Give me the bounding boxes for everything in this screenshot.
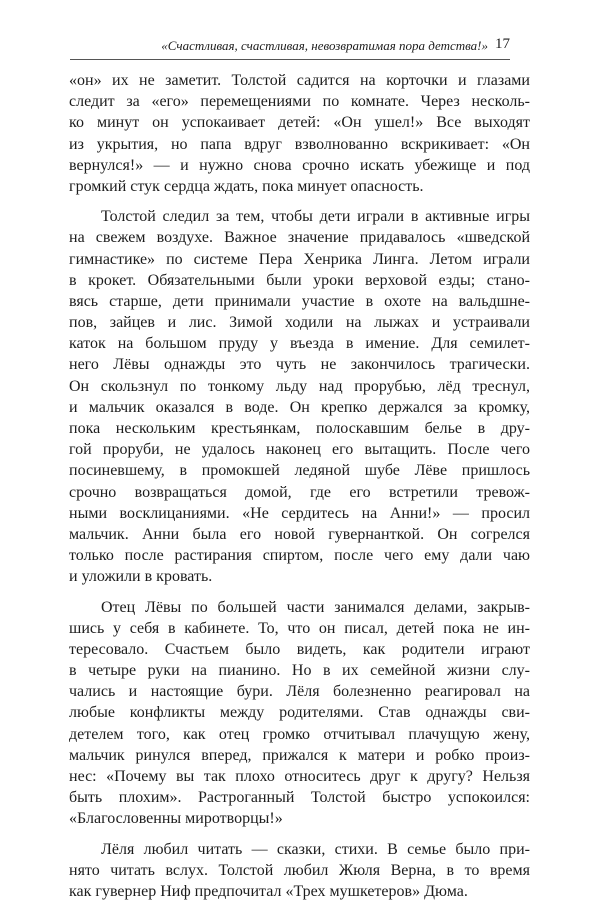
running-title: «Счастливая, счастливая, невозвратимая пора детства!»: [161, 38, 488, 53]
paragraph: [69, 597, 530, 830]
text-line: только после растирания спиртом, после чего ему дали чаю: [69, 547, 530, 565]
text-line: него Лёвы однажды это чуть не закончилось трагически.: [69, 356, 530, 374]
text-line: и мальчик оказался в воде. Он крепко держался за кромку,: [69, 398, 530, 416]
text-line: гимнастике» по системе Пера Хенрика Линга. Летом играли: [69, 250, 530, 268]
page-number: 17: [495, 36, 510, 52]
text-line: пока нескольким крестьянкам, полоскавшим белье в дру-: [69, 420, 530, 437]
text-line: вясь старше, дети принимали участие в охоте на вальдшне-: [69, 292, 530, 310]
text-line: как гувернер Ниф предпочитал «Трех мушкетеров» Дюма.: [69, 882, 468, 900]
text-line: из укрытия, но папа вдруг взволнованно вскрикивает: «Он: [69, 135, 530, 153]
text-line: нес: «Почему вы так плохо относитесь друг к другу? Нельзя: [69, 768, 530, 785]
text-line: шись у себя в кабинете. То, что он писал, детей пока не ин-: [69, 619, 530, 637]
text-line: Отец Лёвы по большей части занимался делами, закрыв-: [101, 598, 530, 616]
text-line: каток на большом пруду у въезда в имение. Для семилет-: [69, 335, 530, 353]
text-line: ными восклицаниями. «Не сердитесь на Анни!» — просил: [69, 504, 530, 522]
text-line: нято читать вслух. Толстой любил Жюля Верна, в то время: [69, 861, 530, 879]
text-line: следит за «его» перемещениями по комнате. Через несколь-: [69, 93, 530, 111]
text-line: вернулся!» — и нужно снова срочно искать убежище и под: [69, 156, 530, 174]
text-line: детелем того, как отец громко отчитывал плачущую жену,: [69, 725, 530, 743]
body-text: [69, 70, 530, 902]
text-line: мальчик ринулся вперед, прижался к матери и робко произ-: [69, 746, 530, 764]
text-line: «Благословенны миротворцы!»: [69, 810, 283, 828]
paragraph: [69, 70, 530, 197]
text-line: Он скользнул по тонкому льду над прорубью, лёд треснул,: [69, 377, 530, 395]
text-line: срочно возвращаться домой, где его встретили тревож-: [69, 483, 530, 501]
text-line: посиневшему, в промокшей ледяной шубе Лёве пришлось: [69, 462, 530, 480]
text-line: пов, зайцев и лис. Зимой ходили на лыжах и устраивали: [69, 314, 530, 332]
text-line: ко минут он успокаивает детей: «Он ушел!» Все выходят: [69, 114, 530, 132]
text-line: любые конфликты между родителями. Став однажды сви-: [69, 704, 530, 722]
text-line: быть плохим». Растроганный Толстой быстро успокоился:: [69, 789, 530, 807]
paragraph: [69, 206, 530, 587]
running-head: [70, 35, 510, 60]
text-line: «он» их не заметит. Толстой садится на корточки и глазами: [69, 72, 530, 89]
text-line: Толстой следил за тем, чтобы дети играли в активные игры: [101, 208, 530, 226]
text-line: чались и настоящие бури. Лёля болезненно реагировал на: [69, 683, 530, 701]
text-line: гой проруби, не удалось наконец его вытащить. После чего: [69, 441, 530, 459]
text-line: мальчик. Анни была его новой гувернанткой. Он согрелся: [69, 525, 530, 543]
text-line: на свежем воздухе. Важное значение придавалось «шведской: [69, 229, 530, 247]
text-line: в крокет. Обязательными были уроки верховой езды; стано-: [69, 271, 530, 289]
text-line: громкий стук сердца ждать, пока минует опасность.: [69, 177, 424, 195]
text-line: и уложили в кровать.: [69, 568, 213, 586]
text-line: тересовало. Счастьем было видеть, как родители играют: [69, 640, 530, 658]
text-line: в четыре руки на пианино. Но в их семейной жизни слу-: [69, 662, 530, 680]
text-line: Лёля любил читать — сказки, стихи. В семье было при-: [101, 840, 530, 858]
paragraph: [69, 839, 530, 902]
